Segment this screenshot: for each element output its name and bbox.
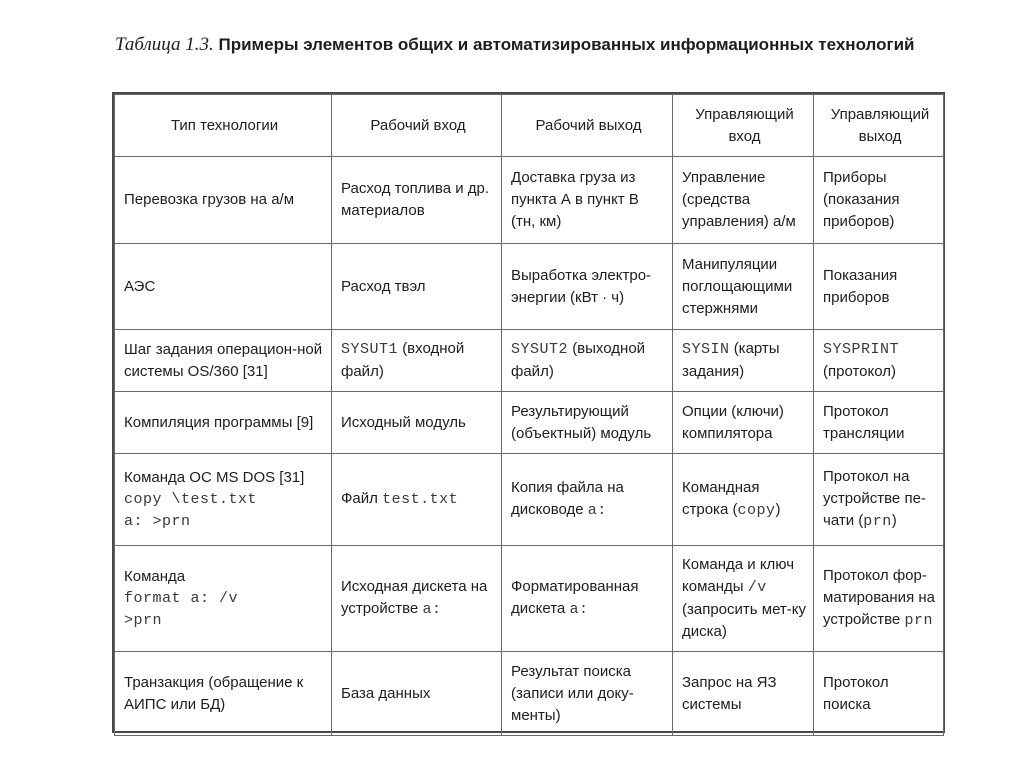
table-row bbox=[115, 454, 944, 546]
table-cell: Выработка электро-энергии (кВт · ч) bbox=[502, 244, 673, 330]
table-cell: Расход твэл bbox=[332, 244, 502, 330]
table-row bbox=[115, 392, 944, 454]
table-cell: Доставка груза из пункта А в пункт В (тн, км) bbox=[502, 157, 673, 244]
table-cell: Манипуляции поглощающими стержнями bbox=[673, 244, 814, 330]
cell-text: Команда bbox=[124, 567, 186, 585]
table-cell: Приборы (показания приборов) bbox=[814, 157, 944, 244]
table-cell bbox=[502, 454, 673, 546]
table-cell bbox=[814, 330, 944, 392]
table-cell: Компиляция программы [9] bbox=[115, 392, 332, 454]
table-row bbox=[115, 546, 944, 652]
code-text: a: bbox=[422, 601, 442, 618]
code-text: prn bbox=[863, 513, 892, 530]
table-cell bbox=[115, 546, 332, 652]
cell-text: (запросить мет-ку диска) bbox=[682, 601, 807, 640]
table-cell bbox=[673, 330, 814, 392]
table-cell: Протокол трансляции bbox=[814, 392, 944, 454]
table-cell bbox=[502, 546, 673, 652]
cell-text: Файл bbox=[341, 490, 378, 507]
technology-table-frame bbox=[112, 92, 945, 733]
table-cell bbox=[332, 454, 502, 546]
code-text: test.txt bbox=[382, 491, 459, 508]
table-cell: Результат поиска (записи или доку-менты) bbox=[502, 652, 673, 736]
table-caption bbox=[115, 34, 935, 56]
table-cell: База данных bbox=[332, 652, 502, 736]
code-text: a: >prn bbox=[124, 512, 191, 530]
table-cell: Расход топлива и др. материалов bbox=[332, 157, 502, 244]
caption-title: Примеры элементов общих и автоматизированных информационных технологий bbox=[218, 35, 915, 54]
code-text: SYSIN bbox=[682, 341, 730, 358]
code-text: SYSUT2 bbox=[511, 341, 569, 358]
table-cell: Управление (средства управления) а/м bbox=[673, 157, 814, 244]
table-cell: Опции (ключи) компилятора bbox=[673, 392, 814, 454]
caption-label: Таблица 1.3. bbox=[115, 34, 214, 55]
technology-table bbox=[114, 94, 944, 736]
code-text: format a: /v bbox=[124, 589, 239, 607]
cell-text: Копия файла на дисководе bbox=[511, 479, 624, 518]
table-cell bbox=[673, 454, 814, 546]
code-text: copy bbox=[737, 502, 776, 519]
cell-text: (выходной файл) bbox=[511, 340, 646, 380]
table-row bbox=[115, 652, 944, 736]
code-text: >prn bbox=[124, 611, 163, 629]
header-cell: Тип технологии bbox=[115, 95, 332, 157]
header-cell: Рабочий выход bbox=[502, 95, 673, 157]
code-text: a: bbox=[587, 502, 607, 519]
table-cell: Перевозка грузов на а/м bbox=[115, 157, 332, 244]
table-cell bbox=[673, 546, 814, 652]
table-cell: Протокол поиска bbox=[814, 652, 944, 736]
table-row bbox=[115, 330, 944, 392]
code-text: a: bbox=[569, 601, 589, 618]
cell-text: Команда и ключ команды bbox=[682, 556, 795, 595]
table-cell: Показания приборов bbox=[814, 244, 944, 330]
cell-text: (протокол) bbox=[823, 363, 897, 380]
code-text: prn bbox=[904, 612, 933, 629]
code-text: SYSUT1 bbox=[341, 341, 399, 358]
table-cell: АЭС bbox=[115, 244, 332, 330]
cell-text: Командная строка ( bbox=[682, 479, 760, 518]
cell-text: ) bbox=[775, 501, 781, 518]
table-cell bbox=[814, 454, 944, 546]
code-text: /v bbox=[747, 579, 767, 596]
table-cell bbox=[814, 546, 944, 652]
table-cell: Шаг задания операцион-ной системы OS/360 [31] bbox=[115, 330, 332, 392]
cell-text: Форматированная дискета bbox=[511, 578, 639, 617]
header-row bbox=[115, 95, 944, 157]
cell-text: Протокол на устройстве пе-чати ( bbox=[823, 468, 926, 529]
table-cell: Запрос на ЯЗ системы bbox=[673, 652, 814, 736]
table-cell: Транзакция (обращение к АИПС или БД) bbox=[115, 652, 332, 736]
cell-text: (входной файл) bbox=[341, 340, 465, 380]
header-cell: Рабочий вход bbox=[332, 95, 502, 157]
table-cell bbox=[502, 330, 673, 392]
code-text: copy \test.txt bbox=[124, 490, 258, 508]
table-cell bbox=[332, 330, 502, 392]
header-cell: Управляющий вход bbox=[673, 95, 814, 157]
cell-text: ) bbox=[891, 512, 897, 529]
cell-text: Исходная дискета на устройстве bbox=[341, 578, 488, 617]
table-row bbox=[115, 157, 944, 244]
table-cell: Исходный модуль bbox=[332, 392, 502, 454]
table-cell: Результирующий (объектный) модуль bbox=[502, 392, 673, 454]
cell-text: (карты задания) bbox=[682, 340, 780, 380]
cell-text: Команда ОС MS DOS [31] bbox=[124, 468, 305, 486]
code-text: SYSPRINT bbox=[823, 341, 900, 358]
table-cell bbox=[115, 454, 332, 546]
cell-text: Протокол фор-матирования на устройстве bbox=[823, 567, 935, 628]
table-cell bbox=[332, 546, 502, 652]
table-row bbox=[115, 244, 944, 330]
header-cell: Управляющий выход bbox=[814, 95, 944, 157]
